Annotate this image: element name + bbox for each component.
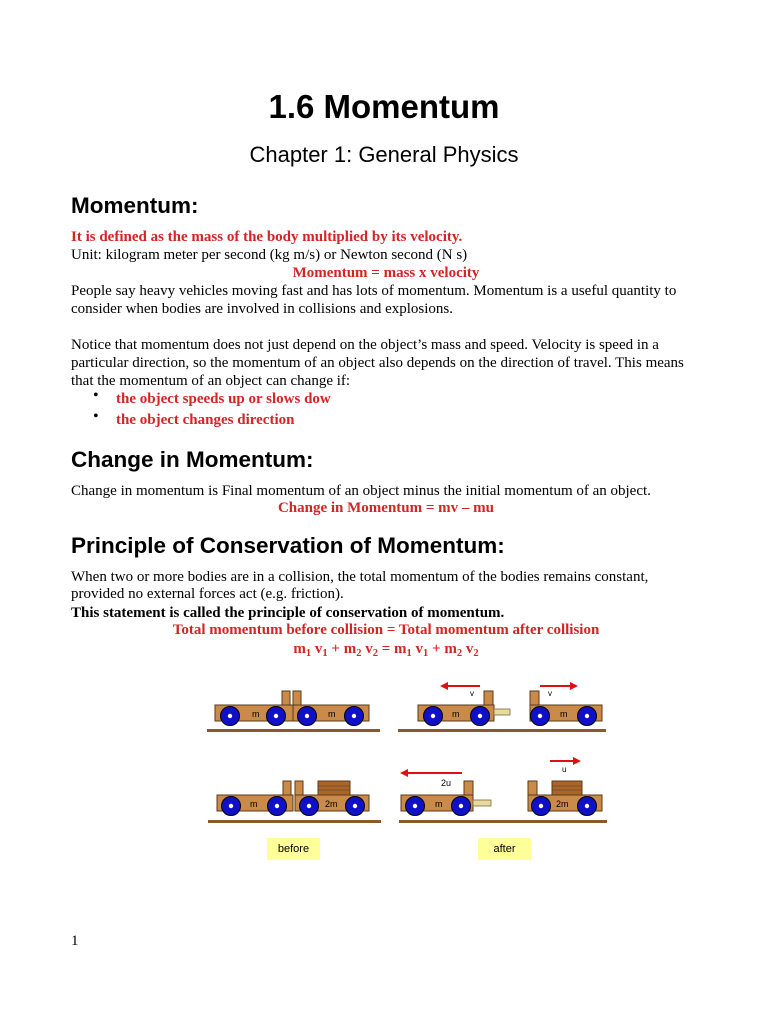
bullet-item: the object changes direction <box>116 412 295 428</box>
conservation-line2: provided no external forces act (e.g. friction). <box>71 586 344 602</box>
extra-mass-block <box>318 781 350 795</box>
mass-label: m <box>328 709 336 719</box>
change-formula: Change in Momentum = mv – mu <box>277 500 495 516</box>
arrow-right-icon <box>573 757 581 765</box>
bullet-dot: • <box>93 387 99 404</box>
bullet-dot: • <box>93 408 99 425</box>
momentum-para2-line2: particular direction, so the momentum of an object also depends on the direction of travel. This means <box>71 355 684 371</box>
svg-text:m: m <box>560 709 568 719</box>
conservation-statement: This statement is called the principle of conservation of momentum. <box>71 605 505 621</box>
svg-text:2u: 2u <box>441 778 452 788</box>
conservation-line1: When two or more bodies are in a collision, the total momentum of the bodies remains constant, <box>71 569 649 585</box>
momentum-para2-line1: Notice that momentum does not just depend on the object’s mass and speed. Velocity is speed in a <box>71 337 659 353</box>
svg-text:v: v <box>470 689 474 698</box>
momentum-para1-line2: consider when bodies are involved in collisions and explosions. <box>71 301 454 317</box>
arrow-right-icon <box>570 682 578 690</box>
change-heading: Change in Momentum: <box>71 447 314 472</box>
conservation-formula: Total momentum before collision = Total momentum after collision <box>172 622 600 638</box>
page-subtitle: Chapter 1: General Physics <box>249 142 519 167</box>
svg-text:m: m <box>250 799 258 809</box>
momentum-heading: Momentum: <box>71 193 199 218</box>
momentum-formula: Momentum = mass x velocity <box>292 265 480 281</box>
cart-pair-bottom-before <box>208 781 381 823</box>
svg-text:2m: 2m <box>325 799 338 809</box>
page-number: 1 <box>71 933 79 949</box>
svg-text:m: m <box>452 709 460 719</box>
momentum-unit: Unit: kilogram meter per second (kg m/s) or Newton second (N s) <box>71 247 468 263</box>
svg-text:2m: 2m <box>556 799 569 809</box>
cart-pair-top-before <box>207 691 380 732</box>
track <box>207 729 380 732</box>
svg-text:m: m <box>435 799 443 809</box>
arrow-left-icon <box>440 682 448 690</box>
cart-pair-top-after <box>398 682 606 732</box>
momentum-para1-line1: People say heavy vehicles moving fast and has lots of momentum. Momentum is a useful quantity to <box>71 283 677 299</box>
momentum-para2-line3: that the momentum of an object can change if: <box>71 373 351 389</box>
bullet-item: the object speeds up or slows dow <box>116 391 331 407</box>
after-label: after <box>478 838 531 860</box>
cart-pair-bottom-after <box>399 757 607 823</box>
collision-diagram <box>200 675 620 865</box>
conservation-heading: Principle of Conservation of Momentum: <box>71 533 505 558</box>
momentum-definition: It is defined as the mass of the body multiplied by its velocity. <box>71 229 463 245</box>
page-title: 1.6 Momentum <box>268 88 500 125</box>
conservation-equation: $m_1$ $v_1 + m_2$ $v_2 = m_1$ $v_1 + m_2$ $v_2$ <box>293 641 479 659</box>
svg-text:u: u <box>562 765 567 774</box>
svg-text:v: v <box>548 689 552 698</box>
change-text: Change in momentum is Final momentum of an object minus the initial momentum of an object. <box>71 483 651 499</box>
before-label: before <box>267 838 320 860</box>
mass-label: m <box>252 709 260 719</box>
arrow-left-icon <box>400 769 408 777</box>
